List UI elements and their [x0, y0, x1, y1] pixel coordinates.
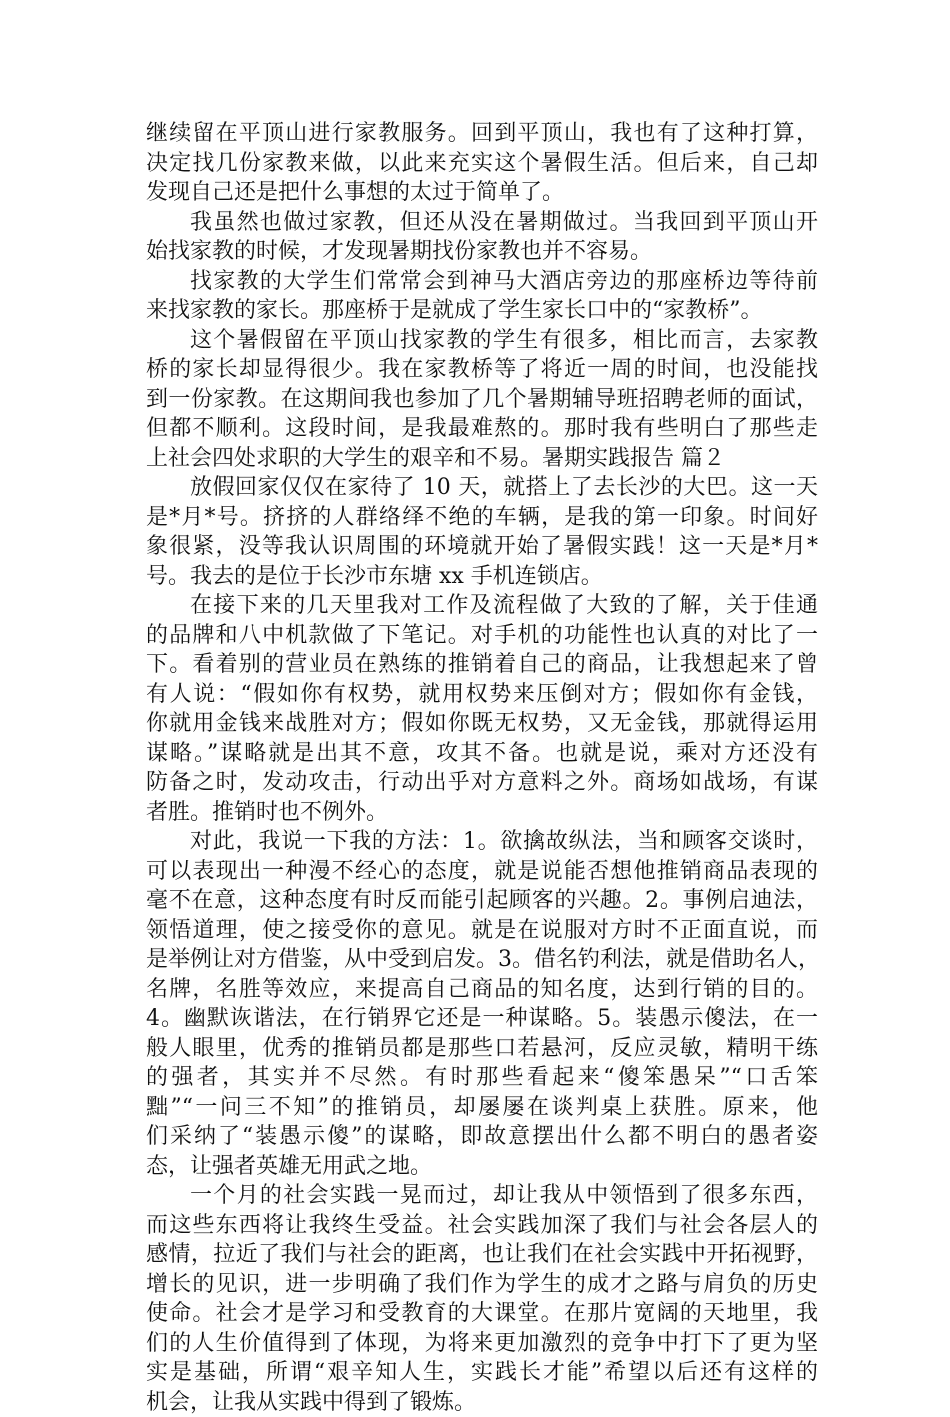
- text-line: 是*月*号。挤挤的人群络绎不绝的车辆，是我的第一印象。时间好: [146, 503, 818, 533]
- text-line: 放假回家仅仅在家待了 10 天，就搭上了去长沙的大巴。这一天: [146, 473, 818, 503]
- text-line: 对此，我说一下我的方法：1。欲擒故纵法，当和顾客交谈时，: [146, 827, 818, 857]
- text-line: 们的人生价值得到了体现，为将来更加激烈的竞争中打下了更为坚: [146, 1329, 818, 1359]
- text-line: 是举例让对方借鉴，从中受到启发。3。借名钓利法，就是借助名人，: [146, 945, 818, 975]
- text-line: 继续留在平顶山进行家教服务。回到平顶山，我也有了这种打算，: [146, 119, 818, 149]
- text-line: 发现自己还是把什么事想的太过于简单了。: [146, 178, 818, 208]
- text-line: 机会，让我从实践中得到了锻炼。: [146, 1388, 818, 1417]
- text-line: 名牌，名胜等效应，来提高自己商品的知名度，达到行销的目的。: [146, 975, 818, 1005]
- text-line: 领悟道理，使之接受你的意见。就是在说服对方时不正面直说，而: [146, 916, 818, 946]
- text-line: 态，让强者英雄无用武之地。: [146, 1152, 818, 1182]
- text-line: 者胜。推销时也不例外。: [146, 798, 818, 828]
- text-line: 谋略。”谋略就是出其不意，攻其不备。也就是说，乘对方还没有: [146, 739, 818, 769]
- text-line: 而这些东西将让我终生受益。社会实践加深了我们与社会各层人的: [146, 1211, 818, 1241]
- paragraph: [146, 1181, 818, 1417]
- text-line: 实是基础，所谓“艰辛知人生，实践长才能”希望以后还有这样的: [146, 1358, 818, 1388]
- text-line: 桥的家长却显得很少。我在家教桥等了将近一周的时间，也没能找: [146, 355, 818, 385]
- text-line: 我虽然也做过家教，但还从没在暑期做过。当我回到平顶山开: [146, 208, 818, 238]
- paragraph: [146, 827, 818, 1181]
- paragraph: [146, 591, 818, 827]
- text-line: 4。幽默诙谐法，在行销界它还是一种谋略。5。装愚示傻法，在一: [146, 1004, 818, 1034]
- text-line: 这个暑假留在平顶山找家教的学生有很多，相比而言，去家教: [146, 326, 818, 356]
- text-line: 的强者，其实并不尽然。有时那些看起来“傻笨愚呆”“口舌笨: [146, 1063, 818, 1093]
- text-line: 使命。社会才是学习和受教育的大课堂。在那片宽阔的天地里，我: [146, 1299, 818, 1329]
- paragraph: [146, 267, 818, 326]
- text-line: 的品牌和八中机款做了下笔记。对手机的功能性也认真的对比了一: [146, 621, 818, 651]
- text-line: 下。看着别的营业员在熟练的推销着自己的商品，让我想起来了曾: [146, 650, 818, 680]
- text-line: 可以表现出一种漫不经心的态度，就是说能否想他推销商品表现的: [146, 857, 818, 887]
- text-line: 象很紧，没等我认识周围的环境就开始了暑假实践！这一天是*月*: [146, 532, 818, 562]
- text-line: 般人眼里，优秀的推销员都是那些口若悬河，反应灵敏，精明干练: [146, 1034, 818, 1064]
- document-body: [146, 119, 818, 1417]
- text-line: 感情，拉近了我们与社会的距离，也让我们在社会实践中开拓视野，: [146, 1240, 818, 1270]
- text-line: 到一份家教。在这期间我也参加了几个暑期辅导班招聘老师的面试，: [146, 385, 818, 415]
- paragraph: [146, 473, 818, 591]
- paragraph: [146, 208, 818, 267]
- text-line: 但都不顺利。这段时间，是我最难熬的。那时我有些明白了那些走: [146, 414, 818, 444]
- text-line: 在接下来的几天里我对工作及流程做了大致的了解，关于佳通: [146, 591, 818, 621]
- text-line: 毫不在意，这种态度有时反而能引起顾客的兴趣。2。事例启迪法，: [146, 886, 818, 916]
- text-line: 黜”“一问三不知”的推销员，却屡屡在谈判桌上获胜。原来，他: [146, 1093, 818, 1123]
- text-line: 一个月的社会实践一晃而过，却让我从中领悟到了很多东西，: [146, 1181, 818, 1211]
- text-line: 们采纳了“装愚示傻”的谋略，即故意摆出什么都不明白的愚者姿: [146, 1122, 818, 1152]
- text-line: 始找家教的时候，才发现暑期找份家教也并不容易。: [146, 237, 818, 267]
- text-line: 有人说：“假如你有权势，就用权势来压倒对方；假如你有金钱，: [146, 680, 818, 710]
- text-line: 上社会四处求职的大学生的艰辛和不易。暑期实践报告 篇２: [146, 444, 818, 474]
- paragraph: [146, 119, 818, 208]
- text-line: 增长的见识，进一步明确了我们作为学生的成才之路与肩负的历史: [146, 1270, 818, 1300]
- text-line: 来找家教的家长。那座桥于是就成了学生家长口中的“家教桥”。: [146, 296, 818, 326]
- text-line: 决定找几份家教来做，以此来充实这个暑假生活。但后来，自己却: [146, 149, 818, 179]
- paragraph: [146, 326, 818, 474]
- text-line: 找家教的大学生们常常会到神马大酒店旁边的那座桥边等待前: [146, 267, 818, 297]
- text-line: 你就用金钱来战胜对方；假如你既无权势，又无金钱，那就得运用: [146, 709, 818, 739]
- text-line: 防备之时，发动攻击，行动出乎对方意料之外。商场如战场，有谋: [146, 768, 818, 798]
- text-line: 号。我去的是位于长沙市东塘 xx 手机连锁店。: [146, 562, 818, 592]
